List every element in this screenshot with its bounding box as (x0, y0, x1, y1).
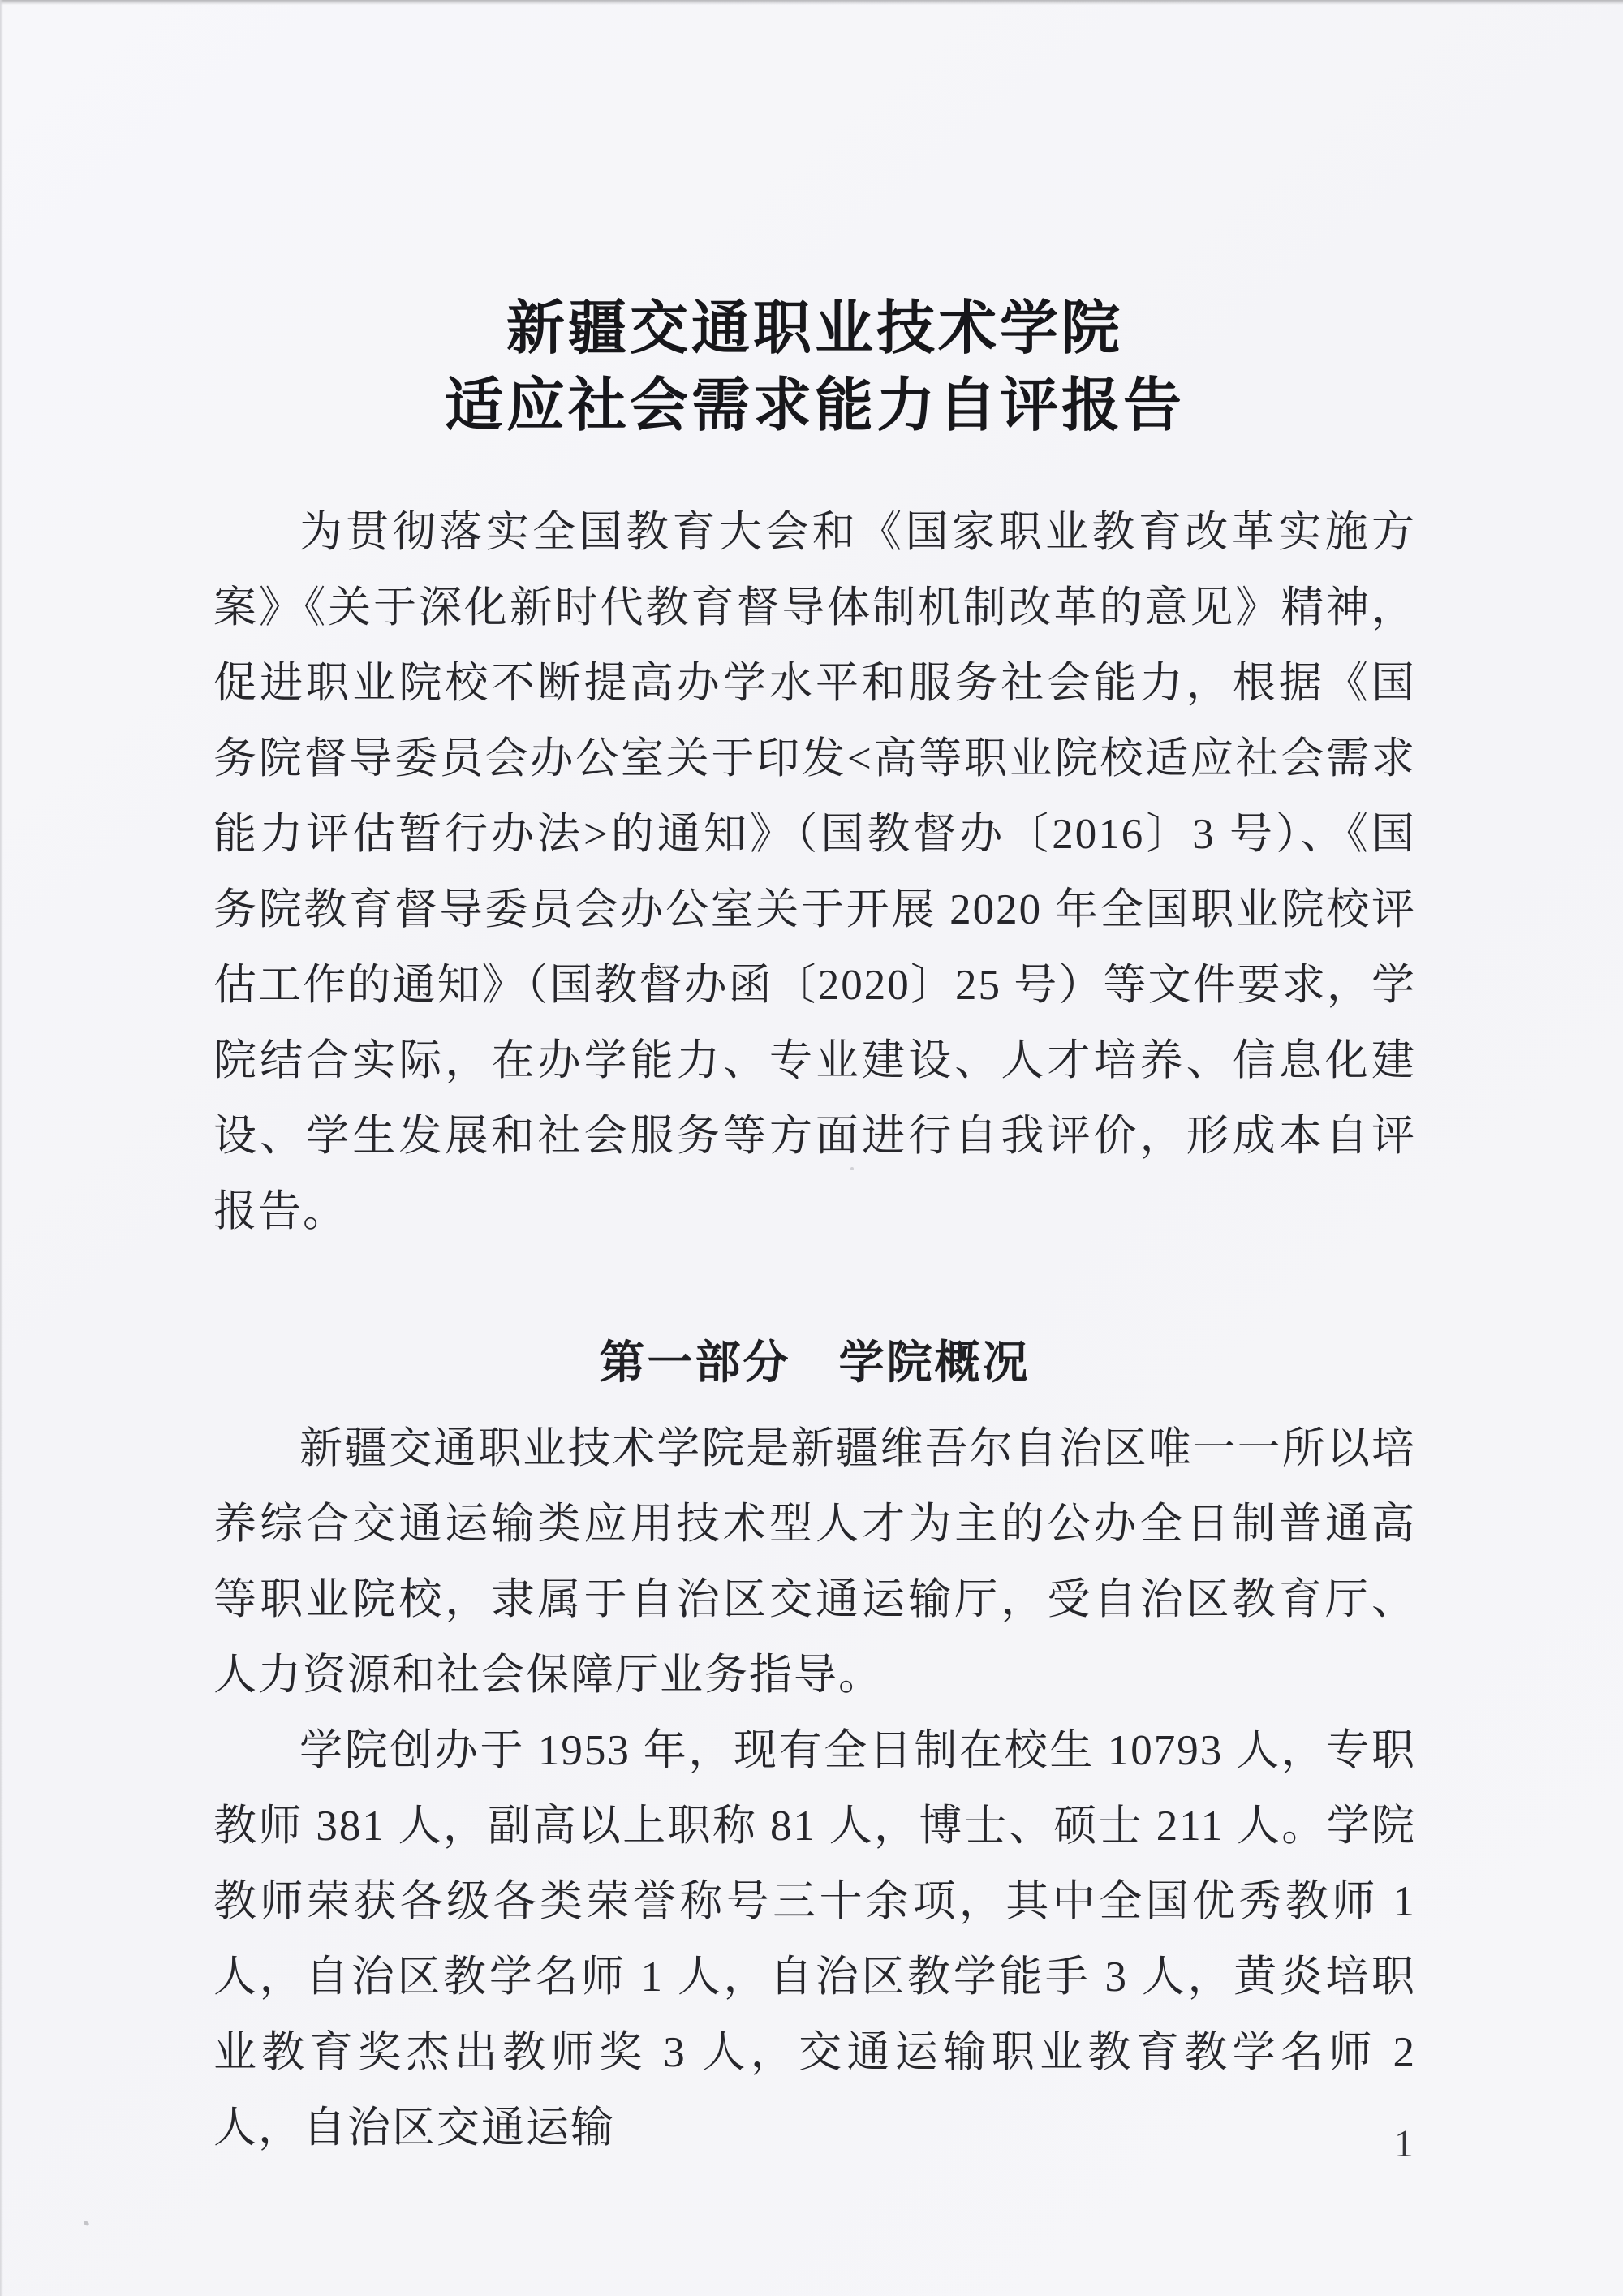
document-content (213, 0, 1416, 2166)
section1-paragraph-statistics: 学院创办于 1953 年，现有全日制在校生 10793 人，专职教师 381 人，副高以上职称 81 人，博士、硕士 211 人。学院教师荣获各级各类荣誉称号三十余项，其中全国优秀教师 1 人，自治区教学名师 1 人，自治区教学能手 3 人，黄炎培职业教育奖杰出教师奖 3 人，交通运输职业教育教学名师 2 人，自治区交通运输 (213, 1727, 1416, 2152)
report-title-line-1: 新疆交通职业技术学院 (506, 296, 1123, 361)
section1-paragraph-overview: 新疆交通职业技术学院是新疆维吾尔自治区唯一一所以培养综合交通运输类应用技术型人才为主的公办全日制普通高等职业院校，隶属于自治区交通运输厅，受自治区教育厅、人力资源和社会保障厅业务指导。 (213, 1425, 1416, 1699)
report-title (213, 291, 1416, 445)
scan-speck (83, 2220, 90, 2226)
intro-paragraph: 为贯彻落实全国教育大会和《国家职业教育改革实施方案》《关于深化新时代教育督导体制机制改革的意见》精神，促进职业院校不断提高办学水平和服务社会能力，根据《国务院督导委员会办公室关于印发<高等职业院校适应社会需求能力评估暂行办法>的通知》（国教督办〔2016〕3 号）、《国务院教育督导委员会办公室关于开展 2020 年全国职业院校评估工作的通知》（国教督办函〔2020〕25 号）等文件要求，学院结合实际，在办学能力、专业建设、人才培养、信息化建设、学生发展和社会服务等方面进行自我评价，形成本自评报告。 (213, 509, 1416, 1235)
page-number: 1 (1394, 2122, 1414, 2165)
section-heading-part1: 第一部分 学院概况 (599, 1337, 1031, 1388)
report-title-line-2: 适应社会需求能力自评报告 (444, 373, 1185, 438)
scan-edge-artifact-left (0, 0, 3, 2296)
